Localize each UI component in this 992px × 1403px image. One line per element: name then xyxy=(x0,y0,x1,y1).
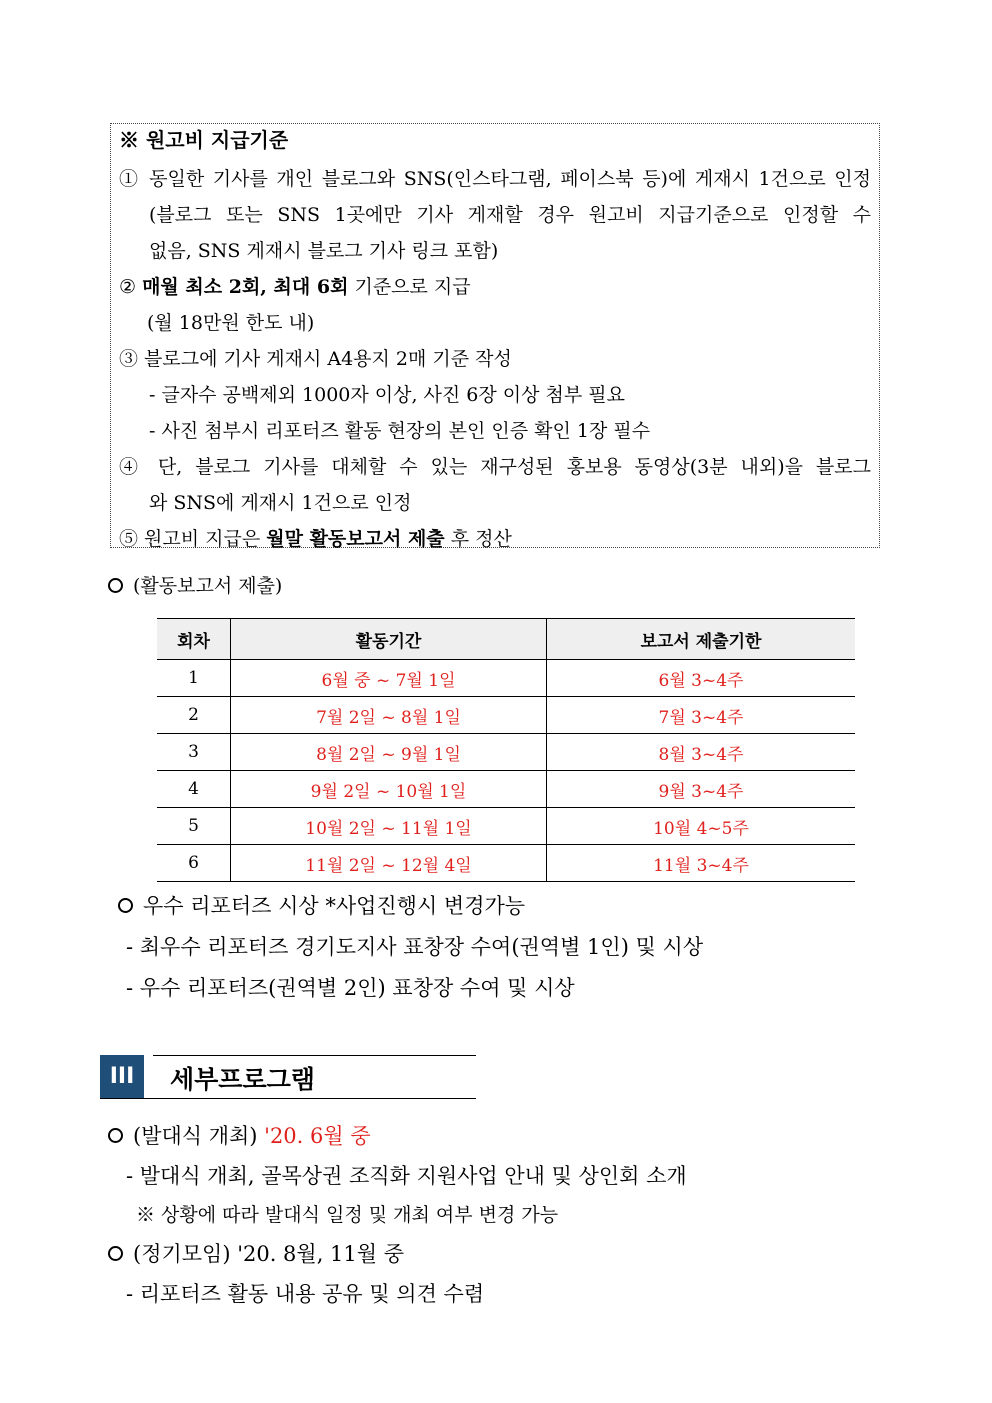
cell-deadline: 10월 4~5주 xyxy=(547,808,856,845)
table-row xyxy=(157,734,855,771)
cell-deadline: 6월 3~4주 xyxy=(547,660,856,697)
section-number-badge: III xyxy=(100,1055,144,1099)
circle-bullet-icon xyxy=(108,578,123,593)
cell-period: 6월 중 ~ 7월 1일 xyxy=(231,660,547,697)
awards-heading-text: 우수 리포터즈 시상 *사업진행시 변경가능 xyxy=(143,894,526,918)
criteria-item-2-suffix: 기준으로 지급 xyxy=(348,276,471,298)
criteria-item-5-prefix: ⑤ 원고비 지급은 xyxy=(119,528,267,550)
circle-bullet-icon xyxy=(118,898,133,913)
criteria-item-1-line-3: 없음, SNS 게재시 블로그 기사 링크 포함) xyxy=(149,240,499,262)
cell-round: 6 xyxy=(157,845,231,882)
column-header-period: 활동기간 xyxy=(231,619,547,660)
awards-item-2: - 우수 리포터즈(권역별 2인) 표창장 수여 및 시상 xyxy=(126,976,575,1000)
criteria-item-3-sub-1: - 글자수 공백제외 1000자 이상, 사진 6장 이상 첨부 필요 xyxy=(149,384,625,406)
cell-deadline: 11월 3~4주 xyxy=(547,845,856,882)
section-top-rule xyxy=(153,1055,476,1056)
awards-heading xyxy=(118,890,525,920)
launch-heading xyxy=(108,1120,371,1150)
table-row xyxy=(157,660,855,697)
launch-note: ※ 상황에 따라 발대식 일정 및 개최 여부 변경 가능 xyxy=(136,1204,559,1226)
cell-round: 4 xyxy=(157,771,231,808)
meeting-heading-text: (정기모임) '20. 8월, 11월 중 xyxy=(133,1242,405,1266)
launch-item-1: - 발대식 개최, 골목상권 조직화 지원사업 안내 및 상인회 소개 xyxy=(126,1164,687,1188)
cell-round: 1 xyxy=(157,660,231,697)
report-heading-text: (활동보고서 제출) xyxy=(133,575,283,597)
cell-round: 5 xyxy=(157,808,231,845)
criteria-item-2 xyxy=(119,272,471,299)
criteria-item-2-bold: 매월 최소 2회, 최대 6회 xyxy=(142,276,349,298)
criteria-item-3: ③ 블로그에 기사 게재시 A4용지 2매 기준 작성 xyxy=(119,348,512,370)
report-schedule-table xyxy=(157,618,855,882)
criteria-item-5 xyxy=(119,524,512,551)
criteria-item-2-prefix: ② xyxy=(119,276,143,298)
meeting-heading xyxy=(108,1238,404,1268)
report-heading xyxy=(108,571,282,598)
criteria-title: ※ 원고비 지급기준 xyxy=(119,128,289,152)
criteria-item-3-sub-2: - 사진 첨부시 리포터즈 활동 현장의 본인 인증 확인 1장 필수 xyxy=(149,420,651,442)
table-row xyxy=(157,808,855,845)
section-title: 세부프로그램 xyxy=(170,1065,315,1094)
cell-period: 11월 2일 ~ 12월 4일 xyxy=(231,845,547,882)
criteria-item-4-line-2: 와 SNS에 게재시 1건으로 인정 xyxy=(149,492,412,514)
meeting-item-1: - 리포터즈 활동 내용 공유 및 의견 수렴 xyxy=(126,1282,485,1306)
table-row xyxy=(157,771,855,808)
launch-date: '20. 6월 중 xyxy=(264,1124,371,1148)
cell-period: 9월 2일 ~ 10월 1일 xyxy=(231,771,547,808)
cell-deadline: 7월 3~4주 xyxy=(547,697,856,734)
cell-period: 8월 2일 ~ 9월 1일 xyxy=(231,734,547,771)
criteria-item-4: ④ 단, 블로그 기사를 대체할 수 있는 재구성된 홍보용 동영상(3분 내외)을 블로그 xyxy=(119,456,871,478)
launch-label: (발대식 개최) xyxy=(133,1124,265,1148)
table-row xyxy=(157,845,855,882)
column-header-deadline: 보고서 제출기한 xyxy=(547,619,856,660)
section-bottom-rule xyxy=(100,1098,476,1099)
awards-item-1: - 최우수 리포터즈 경기도지사 표창장 수여(권역별 1인) 및 시상 xyxy=(126,935,704,959)
circle-bullet-icon xyxy=(108,1246,123,1261)
criteria-item-5-bold: 월말 활동보고서 제출 xyxy=(266,528,445,550)
cell-deadline: 9월 3~4주 xyxy=(547,771,856,808)
cell-round: 3 xyxy=(157,734,231,771)
column-header-round: 회차 xyxy=(157,619,231,660)
cell-period: 10월 2일 ~ 11월 1일 xyxy=(231,808,547,845)
cell-deadline: 8월 3~4주 xyxy=(547,734,856,771)
criteria-item-1: ① 동일한 기사를 개인 블로그와 SNS(인스타그램, 페이스북 등)에 게재시 1건으로 인정 xyxy=(119,168,871,190)
table-header-row xyxy=(157,619,855,660)
criteria-item-5-suffix: 후 정산 xyxy=(444,528,512,550)
criteria-item-1-line-2: (블로그 또는 SNS 1곳에만 기사 게재할 경우 원고비 지급기준으로 인정할 수 xyxy=(149,204,871,226)
cell-round: 2 xyxy=(157,697,231,734)
criteria-item-2-line-2: (월 18만원 한도 내) xyxy=(147,312,315,334)
circle-bullet-icon xyxy=(108,1128,123,1143)
table-row xyxy=(157,697,855,734)
payment-criteria-box xyxy=(110,123,880,548)
cell-period: 7월 2일 ~ 8월 1일 xyxy=(231,697,547,734)
